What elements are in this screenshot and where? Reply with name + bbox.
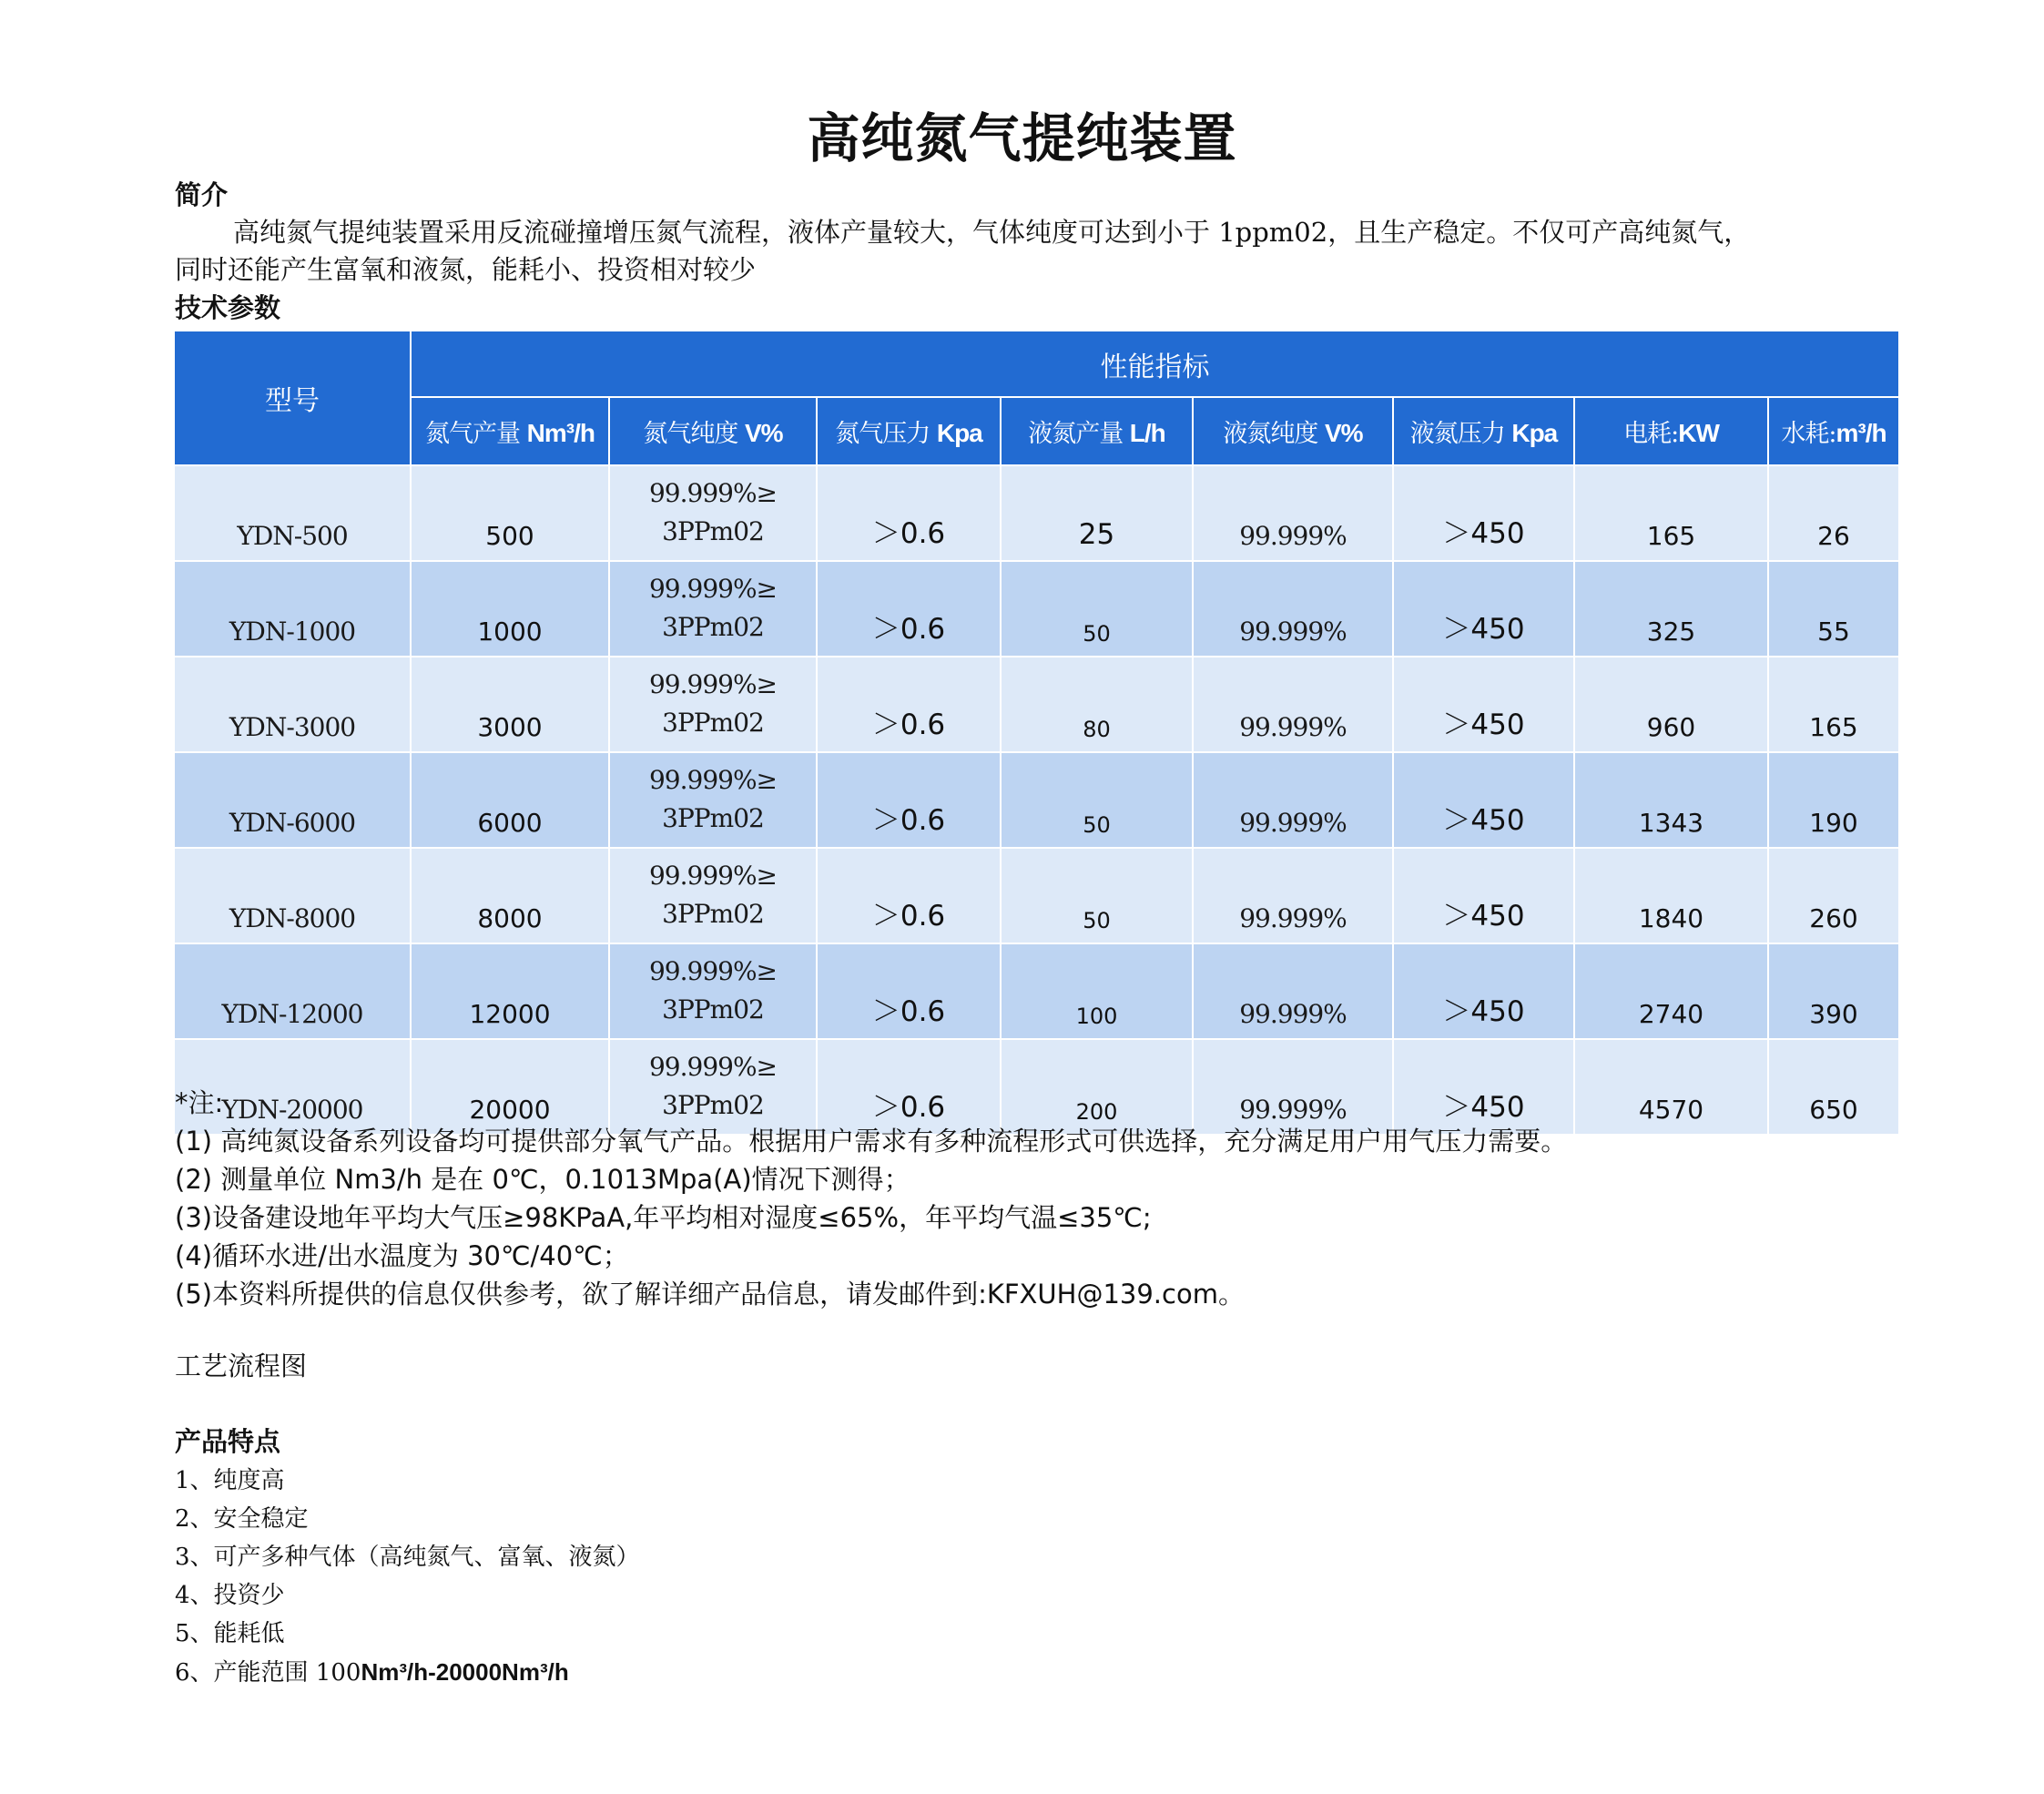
- ln2-output-cell: 50: [1001, 752, 1193, 848]
- column-header-ln2-pressure: 液氮压力 Kpa: [1393, 397, 1574, 465]
- model-column-header: 型号: [174, 331, 411, 465]
- n2-pressure-cell: ＞0.6: [817, 943, 1001, 1039]
- power-cell: 1343: [1574, 752, 1768, 848]
- ln2-purity-cell: 99.999%: [1193, 943, 1393, 1039]
- n2-purity-cell: 99.999%≥ 3PPm02: [609, 943, 817, 1039]
- ln2-output-cell: 25: [1001, 465, 1193, 561]
- table-row: [174, 943, 1899, 1039]
- water-cell: 190: [1768, 752, 1899, 848]
- feature-item: 3、可产多种气体（高纯氮气、富氧、液氮）: [175, 1544, 640, 1571]
- column-header-ln2-purity: 液氮纯度 V%: [1193, 397, 1393, 465]
- power-cell: 4570: [1574, 1039, 1768, 1135]
- ln2-purity-cell: 99.999%: [1193, 1039, 1393, 1135]
- water-cell: 390: [1768, 943, 1899, 1039]
- feature-item: 6、产能范围 100Nm³/h-20000Nm³/h: [175, 1658, 569, 1687]
- feature-item: 4、投资少: [175, 1582, 285, 1609]
- spec-table: [173, 330, 1900, 1136]
- table-row: [174, 657, 1899, 752]
- model-cell: YDN-1000: [174, 561, 411, 657]
- tech-params-heading: 技术参数: [175, 292, 281, 323]
- model-cell: YDN-20000: [174, 1039, 411, 1135]
- water-cell: 55: [1768, 561, 1899, 657]
- note-item: (5)本资料所提供的信息仅供参考，欲了解详细产品信息，请发邮件到:KFXUH@139.com。: [175, 1279, 1245, 1310]
- water-cell: 165: [1768, 657, 1899, 752]
- column-header-n2-purity: 氮气纯度 V%: [609, 397, 817, 465]
- ln2-purity-cell: 99.999%: [1193, 752, 1393, 848]
- power-cell: 2740: [1574, 943, 1768, 1039]
- features-list: [175, 1462, 640, 1691]
- n2-output-cell: 12000: [411, 943, 609, 1039]
- column-header-ln2-output: 液氮产量 L/h: [1001, 397, 1193, 465]
- water-cell: 650: [1768, 1039, 1899, 1135]
- feature-item: 2、安全稳定: [175, 1505, 309, 1533]
- n2-output-cell: 20000: [411, 1039, 609, 1135]
- table-subheader-row: [174, 397, 1899, 465]
- model-cell: YDN-12000: [174, 943, 411, 1039]
- note-item: (1) 高纯氮设备系列设备均可提供部分氧气产品。根据用户需求有多种流程形式可供选择，充分满足用户用气压力需要。: [175, 1126, 1568, 1157]
- notes-section: [175, 1084, 1567, 1313]
- ln2-purity-cell: 99.999%: [1193, 465, 1393, 561]
- power-cell: 1840: [1574, 848, 1768, 943]
- intro-heading: 简介: [175, 179, 229, 210]
- n2-purity-cell: 99.999%≥ 3PPm02: [609, 657, 817, 752]
- n2-pressure-cell: ＞0.6: [817, 1039, 1001, 1135]
- n2-purity-cell: 99.999%≥ 3PPm02: [609, 1039, 817, 1135]
- model-cell: YDN-8000: [174, 848, 411, 943]
- note-item: (2) 测量单位 Nm3/h 是在 0℃，0.1013Mpa(A)情况下测得；: [175, 1164, 910, 1195]
- ln2-pressure-cell: ＞450: [1393, 657, 1574, 752]
- n2-output-cell: 1000: [411, 561, 609, 657]
- power-cell: 960: [1574, 657, 1768, 752]
- ln2-output-cell: 80: [1001, 657, 1193, 752]
- intro-paragraph-line-2: 同时还能产生富氧和液氮，能耗小、投资相对较少: [175, 254, 757, 285]
- n2-output-cell: 6000: [411, 752, 609, 848]
- ln2-pressure-cell: ＞450: [1393, 1039, 1574, 1135]
- table-row: [174, 848, 1899, 943]
- n2-pressure-cell: ＞0.6: [817, 752, 1001, 848]
- n2-output-cell: 500: [411, 465, 609, 561]
- ln2-pressure-cell: ＞450: [1393, 943, 1574, 1039]
- ln2-pressure-cell: ＞450: [1393, 561, 1574, 657]
- ln2-purity-cell: 99.999%: [1193, 657, 1393, 752]
- n2-output-cell: 8000: [411, 848, 609, 943]
- column-header-n2-output: 氮气产量 Nm³/h: [411, 397, 609, 465]
- power-cell: 165: [1574, 465, 1768, 561]
- water-cell: 26: [1768, 465, 1899, 561]
- intro-paragraph-line-1: 高纯氮气提纯装置采用反流碰撞增压氮气流程，液体产量较大，气体纯度可达到小于 1ppm02，且生产稳定。不仅可产高纯氮气，: [233, 217, 1751, 248]
- ln2-output-cell: 50: [1001, 848, 1193, 943]
- ln2-purity-cell: 99.999%: [1193, 848, 1393, 943]
- feature-item: 5、能耗低: [175, 1620, 285, 1647]
- n2-pressure-cell: ＞0.6: [817, 465, 1001, 561]
- column-header-water: 水耗:m³/h: [1768, 397, 1899, 465]
- n2-purity-cell: 99.999%≥ 3PPm02: [609, 752, 817, 848]
- n2-purity-cell: 99.999%≥ 3PPm02: [609, 848, 817, 943]
- ln2-pressure-cell: ＞450: [1393, 752, 1574, 848]
- ln2-pressure-cell: ＞450: [1393, 465, 1574, 561]
- ln2-output-cell: 200: [1001, 1039, 1193, 1135]
- page-title: 高纯氮气提纯装置: [807, 107, 1237, 169]
- ln2-output-cell: 50: [1001, 561, 1193, 657]
- n2-pressure-cell: ＞0.6: [817, 561, 1001, 657]
- table-row: [174, 465, 1899, 561]
- ln2-pressure-cell: ＞450: [1393, 848, 1574, 943]
- performance-group-header: 性能指标: [411, 331, 1899, 397]
- n2-output-cell: 3000: [411, 657, 609, 752]
- model-cell: YDN-3000: [174, 657, 411, 752]
- column-header-power: 电耗:KW: [1574, 397, 1768, 465]
- n2-pressure-cell: ＞0.6: [817, 848, 1001, 943]
- model-cell: YDN-6000: [174, 752, 411, 848]
- process-flow-heading: 工艺流程图: [175, 1351, 308, 1381]
- capacity-range: Nm³/h-20000Nm³/h: [361, 1658, 569, 1686]
- model-cell: YDN-500: [174, 465, 411, 561]
- table-header-row: [174, 331, 1899, 397]
- notes-heading: *注:: [175, 1087, 224, 1118]
- n2-purity-cell: 99.999%≥ 3PPm02: [609, 561, 817, 657]
- water-cell: 260: [1768, 848, 1899, 943]
- table-row: [174, 561, 1899, 657]
- note-item: (4)循环水进/出水温度为 30℃/40℃；: [175, 1240, 629, 1271]
- features-heading: 产品特点: [175, 1426, 281, 1457]
- table-row: [174, 752, 1899, 848]
- ln2-output-cell: 100: [1001, 943, 1193, 1039]
- note-item: (3)设备建设地年平均大气压≥98KPaA,年平均相对湿度≤65%，年平均气温≤35℃;: [175, 1202, 1152, 1233]
- column-header-n2-pressure: 氮气压力 Kpa: [817, 397, 1001, 465]
- feature-item: 1、纯度高: [175, 1467, 285, 1494]
- ln2-purity-cell: 99.999%: [1193, 561, 1393, 657]
- n2-pressure-cell: ＞0.6: [817, 657, 1001, 752]
- n2-purity-cell: 99.999%≥ 3PPm02: [609, 465, 817, 561]
- power-cell: 325: [1574, 561, 1768, 657]
